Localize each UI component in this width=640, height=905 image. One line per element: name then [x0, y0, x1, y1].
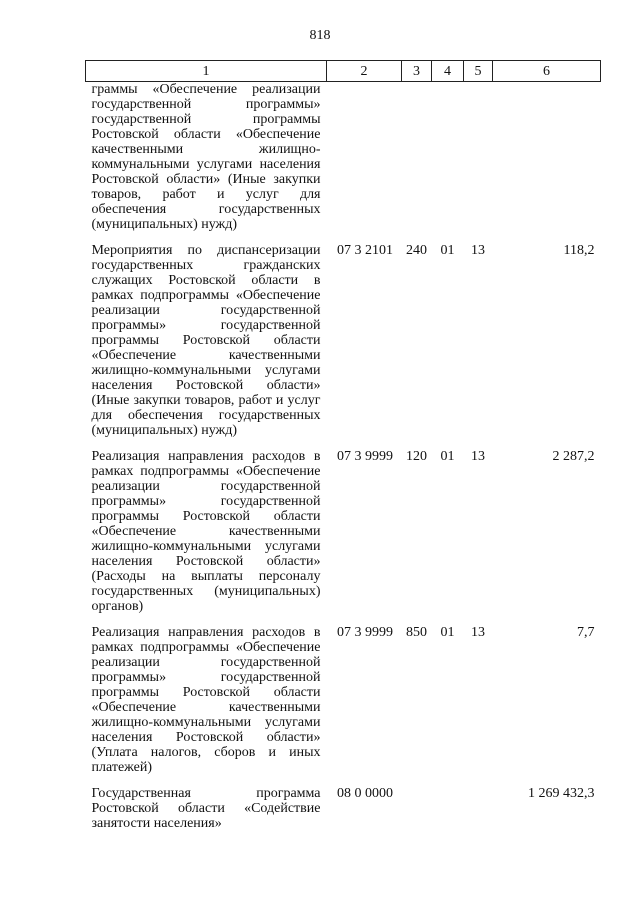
row-code: 08 0 0000	[337, 786, 393, 801]
row-description: Государственная программа Ростовской области «Содействие занятости населения»	[91, 786, 321, 831]
row-section	[432, 82, 464, 233]
table-row	[86, 438, 601, 614]
row-amount: 7,7	[577, 625, 595, 640]
column-header: 4	[432, 61, 464, 82]
table-row	[86, 82, 601, 233]
row-expense-type: 850	[406, 625, 427, 640]
column-header: 1	[86, 61, 327, 82]
row-expense-type: 240	[406, 243, 427, 258]
column-header: 3	[402, 61, 432, 82]
row-amount	[493, 82, 601, 233]
column-header: 5	[464, 61, 493, 82]
row-code	[327, 82, 402, 233]
row-code: 07 3 9999	[337, 625, 393, 640]
row-subsection	[464, 775, 493, 831]
table-row	[86, 614, 601, 775]
table-row	[86, 775, 601, 831]
row-expense-type	[402, 82, 432, 233]
page-number: 818	[309, 28, 331, 43]
row-description: граммы «Обеспечение реализации государственной программы» государственной программы Ростовской области «Обеспечение качественными жилищно-коммунальными услугами населения Ростовской области» (Иные закупки товаров, работ и услуг для обеспечения государственных (муниципальных) нужд)	[91, 82, 321, 232]
row-description: Реализация направления расходов в рамках подпрограммы «Обеспечение реализации государственной программы» государственной программы Ростовской области «Обеспечение качественными жилищно-коммунальными услугами населения Ростовской области» (Уплата налогов, сборов и иных платежей)	[91, 625, 321, 775]
row-amount: 118,2	[563, 243, 595, 258]
row-description: Реализация направления расходов в рамках подпрограммы «Обеспечение реализации государственной программы» государственной программы Ростовской области «Обеспечение качественными жилищно-коммунальными услугами населения Ростовской области» (Расходы на выплаты персоналу государственных (муниципальных) органов)	[91, 449, 321, 614]
row-section: 01	[440, 449, 455, 464]
row-section: 01	[440, 625, 455, 640]
row-amount: 2 287,2	[552, 449, 595, 464]
row-subsection: 13	[471, 449, 485, 464]
budget-table	[85, 60, 601, 831]
row-expense-type: 120	[406, 449, 427, 464]
row-code: 07 3 2101	[337, 243, 393, 258]
row-section	[432, 775, 464, 831]
column-header: 2	[327, 61, 402, 82]
row-code: 07 3 9999	[337, 449, 393, 464]
row-expense-type	[402, 775, 432, 831]
column-header: 6	[493, 61, 601, 82]
row-amount: 1 269 432,3	[528, 786, 595, 801]
table-header-row	[86, 61, 601, 82]
row-subsection: 13	[471, 625, 485, 640]
row-section: 01	[440, 243, 455, 258]
row-subsection: 13	[471, 243, 485, 258]
row-description: Мероприятия по диспансеризации государственных гражданских служащих Ростовской области в рамках подпрограммы «Обеспечение реализации государственной программы» государственной программы Ростовской области «Обеспечение качественными жилищно-коммунальными услугами населения Ростовской области» (Иные закупки товаров, работ и услуг для обеспечения государственных (муниципальных) нужд)	[91, 243, 321, 438]
row-subsection	[464, 82, 493, 233]
table-row	[86, 232, 601, 438]
